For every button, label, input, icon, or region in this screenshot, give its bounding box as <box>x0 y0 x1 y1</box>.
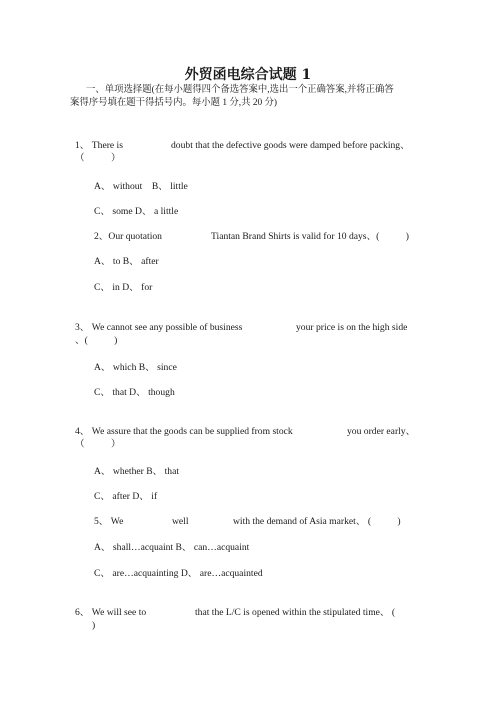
question-4-stem-start: 4、 We assure that the goods can be supplied from stock <box>75 426 293 437</box>
question-1-options-cd: C、 some D、 a little <box>94 206 179 217</box>
question-1-answer-bracket: （ ） <box>75 153 121 164</box>
question-5-stem-end: with the demand of Asia market、 ( ) <box>233 516 401 527</box>
instructions-line-2: 案得序号填在题干得括号内。每小题 1 分,共 20 分) <box>70 98 278 108</box>
question-1-stem-end: doubt that the defective goods were damped before packing、 <box>171 140 410 151</box>
question-5-options-ab: A、 shall…acquaint B、 can…acquaint <box>94 542 250 553</box>
question-4-options-ab: A、 whether B、 that <box>94 466 179 477</box>
instructions-line-1: 一、单项选择题(在每小题得四个备选答案中,选出一个正确答案,并将正确答 <box>86 85 394 95</box>
question-6-stem-end: that the L/C is opened within the stipulated time、 ( <box>195 607 396 618</box>
question-3-stem-start: 3、 We cannot see any possible of business <box>75 322 243 333</box>
question-3-options-cd: C、 that D、 though <box>94 387 175 398</box>
question-4-options-cd: C、 after D、 if <box>94 491 158 502</box>
question-5-options-cd: C、 are…acquainting D、 are…acquainted <box>94 568 263 579</box>
question-4-stem-end: you order early、 <box>347 426 416 437</box>
question-5-stem-middle: well <box>172 516 189 527</box>
question-5-stem-start: 5、 We <box>94 516 124 527</box>
question-3-stem-end: your price is on the high side <box>296 322 408 333</box>
question-1-options-ab: A、 without B、 little <box>94 181 188 192</box>
question-2-stem-end: Tiantan Brand Shirts is valid for 10 days、( ) <box>211 231 409 242</box>
question-6-answer-bracket: ) <box>92 620 96 631</box>
question-2-stem-start: 2、Our quotation <box>94 231 162 242</box>
question-6-stem-start: 6、 We will see to <box>75 607 147 618</box>
question-4-answer-bracket: （ ） <box>75 439 121 450</box>
question-2-options-cd: C、 in D、 for <box>94 282 153 293</box>
page-title: 外贸函电综合试题 1 <box>184 67 312 83</box>
question-1-stem-start: 1、 There is <box>75 140 123 151</box>
question-3-options-ab: A、 which B、 since <box>94 362 177 373</box>
question-3-answer-bracket: 、( ) <box>75 335 118 346</box>
question-2-options-ab: A、 to B、 after <box>94 256 159 267</box>
